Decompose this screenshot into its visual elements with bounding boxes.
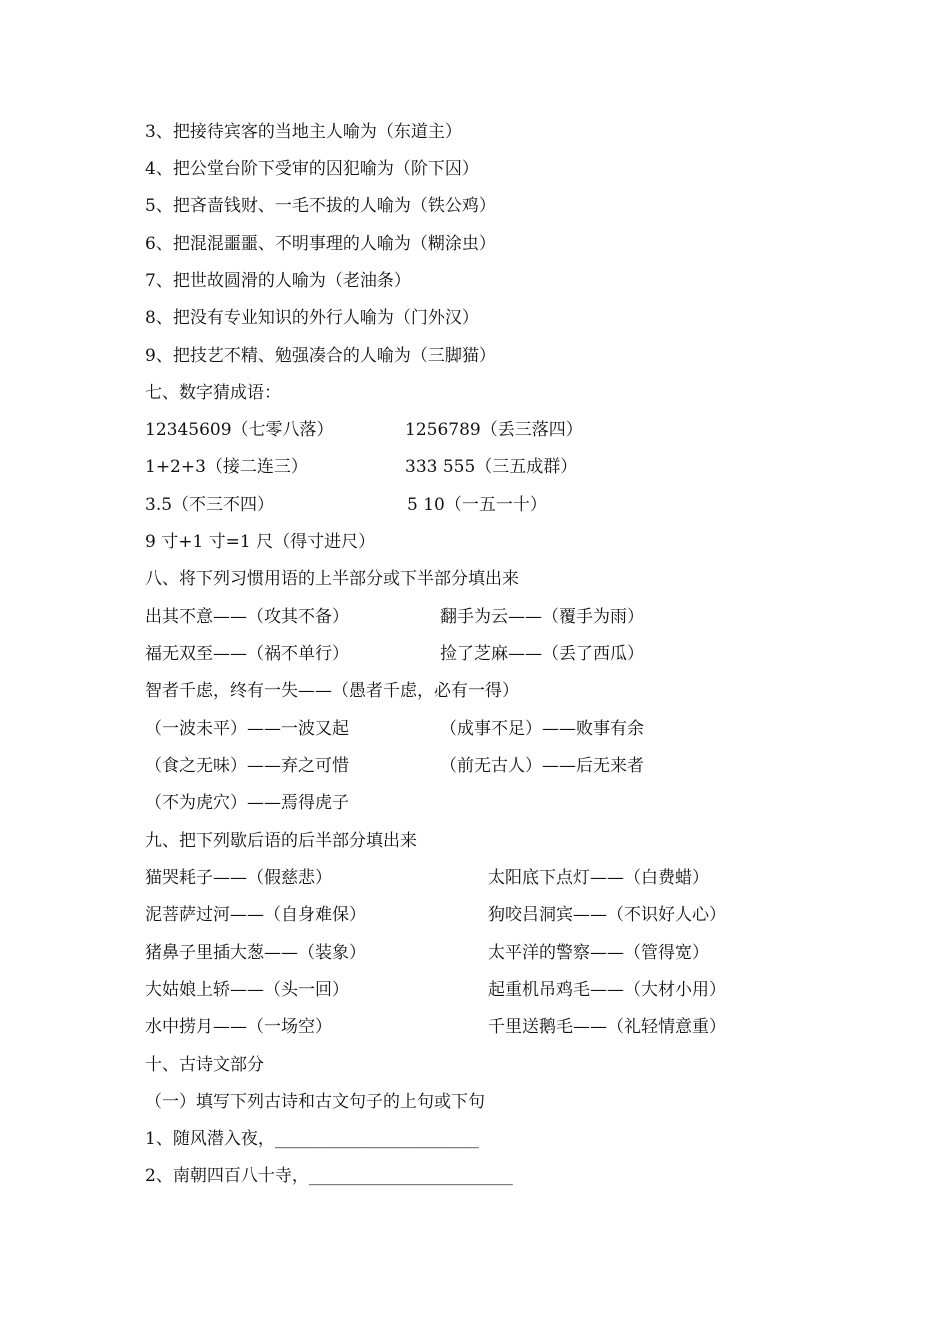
answer-right: 捡了芝麻——（丢了西瓜） [440,644,644,664]
text-line: 9、把技艺不精、勉强凑合的人喻为（三脚猫） [145,346,496,366]
fill-blank-item: 1、随风潜入夜，________________________ [145,1129,479,1149]
answer-left: 大姑娘上轿——（头一回） [145,980,349,1000]
answer-left: 水中捞月——（一场空） [145,1017,332,1037]
answer-left: 福无双至——（祸不单行） [145,644,349,664]
answer-left: 1+2+3（接二连三） [145,457,308,477]
text-line: 7、把世故圆滑的人喻为（老油条） [145,271,411,291]
answer-right: 333 555（三五成群） [405,457,578,477]
text-line: 6、把混混噩噩、不明事理的人喻为（糊涂虫） [145,234,496,254]
answer-right: 太平洋的警察——（管得宽） [488,943,709,963]
fill-blank-item: 2、南朝四百八十寺，________________________ [145,1166,513,1186]
answer-left: （一波未平）——一波又起 [145,719,349,739]
answer-right: 狗咬吕洞宾——（不识好人心） [488,905,726,925]
text-line: 8、把没有专业知识的外行人喻为（门外汉） [145,308,479,328]
answer-right: 1256789（丢三落四） [405,420,583,440]
answer-left: （食之无味）——弃之可惜 [145,756,349,776]
answer-left: 12345609（七零八落） [145,420,334,440]
section-heading: 八、将下列习惯用语的上半部分或下半部分填出来 [145,569,519,589]
text-line: 9 寸+1 寸=1 尺（得寸进尺） [145,532,376,552]
answer-right: 太阳底下点灯——（白费蜡） [488,868,709,888]
answer-left: 3.5（不三不四） [145,495,275,515]
section-heading: 九、把下列歇后语的后半部分填出来 [145,831,417,851]
answer-left: 出其不意——（攻其不备） [145,607,349,627]
subsection-heading: （一）填写下列古诗和古文句子的上句或下句 [145,1092,485,1112]
text-line: 3、把接待宾客的当地主人喻为（东道主） [145,122,462,142]
answer-right: 起重机吊鸡毛——（大材小用） [488,980,726,1000]
section-heading: 十、古诗文部分 [145,1055,264,1075]
answer-left: 猪鼻子里插大葱——（装象） [145,943,366,963]
answer-left: 泥菩萨过河——（自身难保） [145,905,366,925]
section-heading: 七、数字猜成语： [145,383,281,403]
answer-right: 翻手为云——（覆手为雨） [440,607,644,627]
text-line: 5、把吝啬钱财、一毛不拔的人喻为（铁公鸡） [145,196,496,216]
answer-right: （前无古人）——后无来者 [440,756,644,776]
answer-right: （成事不足）——败事有余 [440,719,644,739]
answer-right: 5 10（一五一十） [407,495,547,515]
text-line: 4、把公堂台阶下受审的囚犯喻为（阶下囚） [145,159,479,179]
answer-left: 猫哭耗子——（假慈悲） [145,868,332,888]
text-line: 智者千虑，终有一失——（愚者千虑，必有一得） [145,681,519,701]
answer-right: 千里送鹅毛——（礼轻情意重） [488,1017,726,1037]
text-line: （不为虎穴）——焉得虎子 [145,793,349,813]
